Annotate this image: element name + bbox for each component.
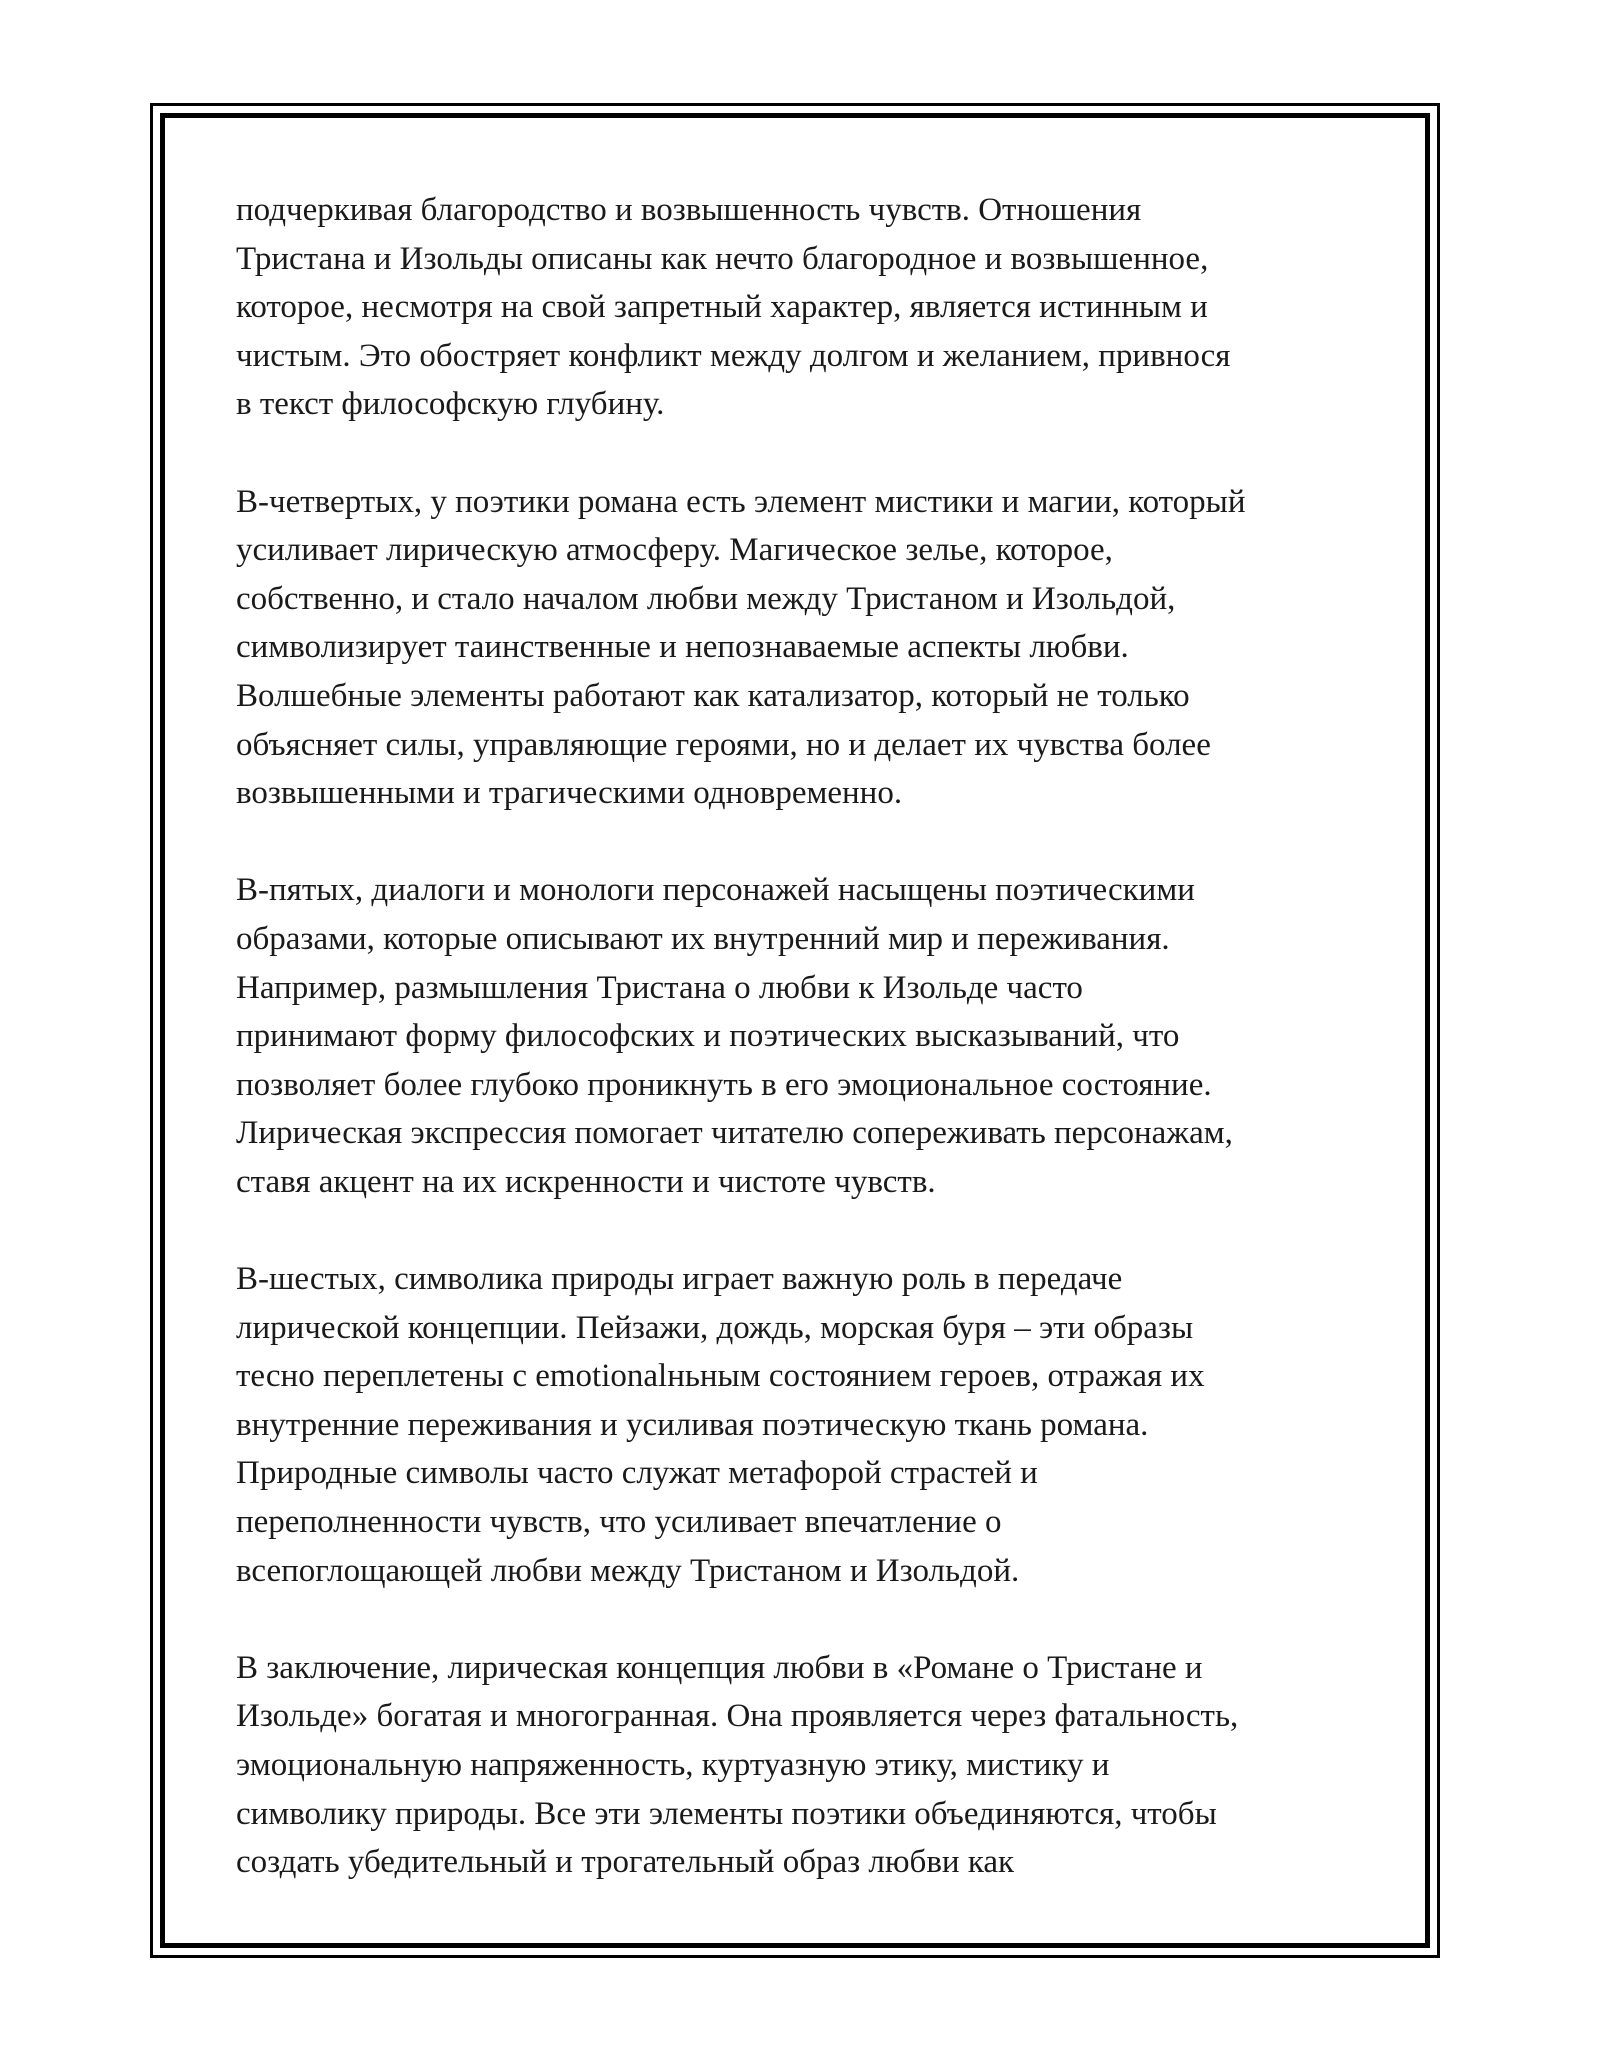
text-line: всепоглощающей любви между Тристаном и Изольдой. bbox=[236, 1552, 1020, 1589]
document-body bbox=[236, 186, 1386, 1887]
text-line: создать убедительный и трогательный образ любви как bbox=[236, 1844, 1015, 1881]
paragraph-4 bbox=[236, 1255, 1386, 1595]
text-line: переполненности чувств, что усиливает впечатление о bbox=[236, 1504, 1002, 1541]
text-line: Природные символы часто служат метафорой страстей и bbox=[236, 1455, 1038, 1492]
paragraph-2 bbox=[236, 478, 1386, 818]
paragraph-5 bbox=[236, 1644, 1386, 1887]
text-line: возвышенными и трагическими одновременно. bbox=[236, 775, 903, 812]
text-line: Лирическая экспрессия помогает читателю сопереживать персонажам, bbox=[236, 1115, 1233, 1152]
text-line: Волшебные элементы работают как катализатор, который не только bbox=[236, 677, 1190, 714]
paragraph-3 bbox=[236, 866, 1386, 1206]
text-line: собственно, и стало началом любви между Тристаном и Изольдой, bbox=[236, 580, 1176, 617]
text-line: принимают форму философских и поэтических высказываний, что bbox=[236, 1018, 1180, 1055]
text-line: усиливает лирическую атмосферу. Магическое зелье, которое, bbox=[236, 532, 1113, 569]
text-line: Например, размышления Тристана о любви к Изольде часто bbox=[236, 969, 1083, 1006]
text-line: чистым. Это обостряет конфликт между долгом и желанием, привнося bbox=[236, 337, 1231, 374]
text-line: эмоциональную напряженность, куртуазную этику, мистику и bbox=[236, 1747, 1110, 1783]
text-line: внутренние переживания и усиливая поэтическую ткань романа. bbox=[236, 1406, 1149, 1443]
text-line: В-шестых, символика природы играет важную роль в передаче bbox=[236, 1261, 1123, 1298]
text-line: позволяет более глубоко проникнуть в его эмоциональное состояние. bbox=[236, 1066, 1212, 1103]
text-line: ставя акцент на их искренности и чистоте чувств. bbox=[236, 1163, 936, 1200]
text-line: тесно переплетены с emotionalньным состоянием героев, отражая их bbox=[236, 1358, 1205, 1395]
text-line: образами, которые описывают их внутренний мир и переживания. bbox=[236, 920, 1170, 957]
text-line: лирической концепции. Пейзажи, дождь, морская буря – эти образы bbox=[236, 1309, 1194, 1346]
text-line: В-пятых, диалоги и монологи персонажей насыщены поэтическими bbox=[236, 872, 1195, 909]
text-line: символику природы. Все эти элементы поэтики объединяются, чтобы bbox=[236, 1795, 1217, 1832]
text-line: В заключение, лирическая концепция любви в «Романе о Тристане и bbox=[236, 1649, 1203, 1686]
text-line: объясняет силы, управляющие героями, но и делает их чувства более bbox=[236, 726, 1211, 763]
text-line: Тристана и Изольды описаны как нечто благородное и возвышенное, bbox=[236, 240, 1209, 277]
text-line: Изольде» богатая и многогранная. Она проявляется через фатальность, bbox=[236, 1698, 1239, 1735]
text-line: В-четвертых, у поэтики романа есть элемент мистики и магии, который bbox=[236, 483, 1246, 520]
text-line: подчеркивая благородство и возвышенность чувств. Отношения bbox=[236, 192, 1142, 228]
text-line: в текст философскую глубину. bbox=[236, 386, 665, 423]
paragraph-1 bbox=[236, 186, 1386, 429]
text-line: символизирует таинственные и непознаваемые аспекты любви. bbox=[236, 629, 1129, 666]
text-line: которое, несмотря на свой запретный характер, является истинным и bbox=[236, 289, 1208, 326]
